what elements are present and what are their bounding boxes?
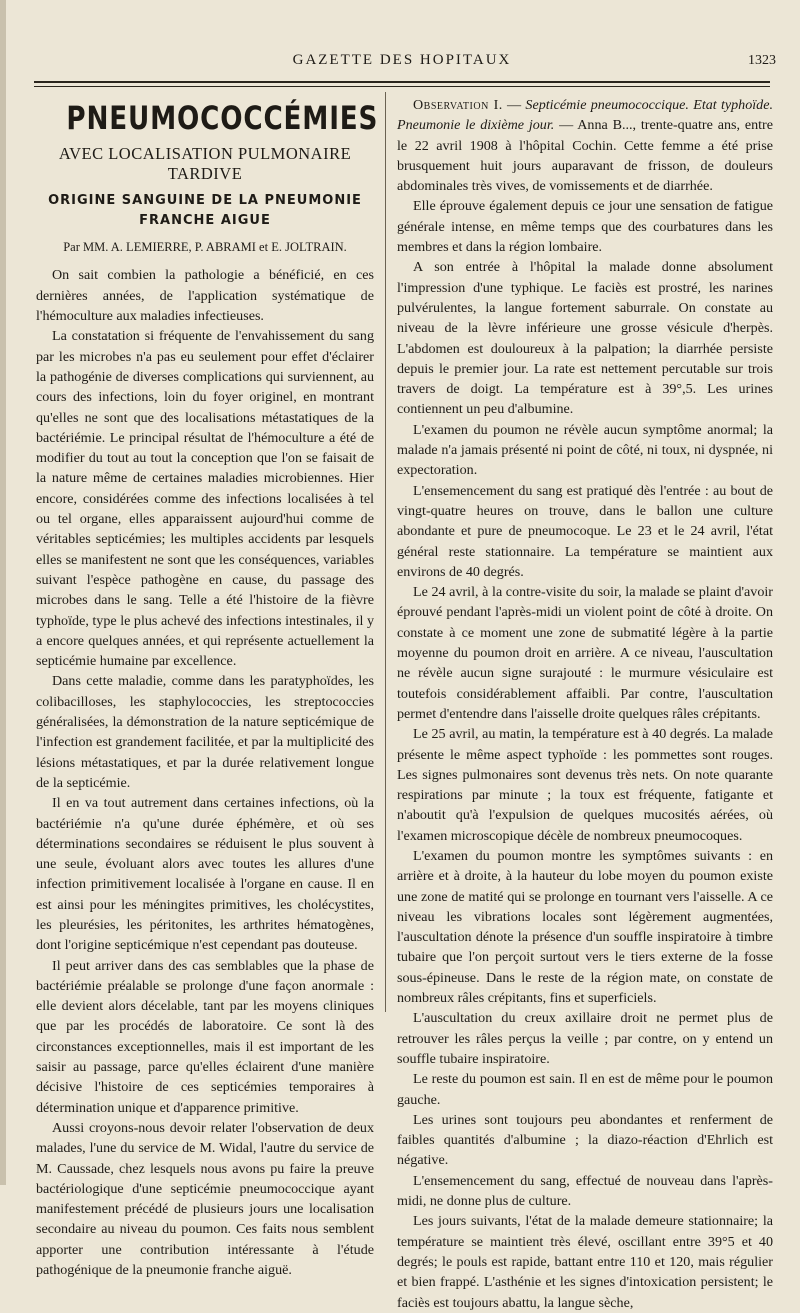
observation-intro xyxy=(397,95,773,196)
column-divider xyxy=(385,92,386,1012)
header-rule-thick xyxy=(34,81,770,83)
observation-paragraph: A son entrée à l'hôpital la malade donne absolument l'impression d'une typhique. Le faciès est prostré, les narines pulvérulentes, la langue fortement saburrale. On constate au niveau de la lèvre inférieure une grosse vésicule d'herpès. L'abdomen est douloureux à la palpation; la diarrhée persiste depuis le premier jour. La rate est nettement percutable sur trois travers de doigt. La température est à 39°,5. Les urines contiennent un peu d'albumine. xyxy=(397,259,773,418)
page-number: 1323 xyxy=(748,53,776,68)
article-title: PNEUMOCOCCÉMIES xyxy=(66,99,379,137)
article-paragraph: Dans cette maladie, comme dans les paratyphoïdes, les colibacilloses, les staphylococcies, les streptococcies généralisées, la démonstration de la nature septicémique de l'infection est grandement facilitée, et par la multiplicité des lésions métastatiques, et par la durée relativement longue de la septicémie. xyxy=(36,673,374,791)
article-paragraph: On sait combien la pathologie a bénéficié, en ces dernières années, de l'application systématique de l'hémoculture aux maladies infectieuses. xyxy=(36,267,374,325)
observation-intro-text: — Anna B..., trente-quatre ans, entre le 22 avril 1908 à l'hôpital Cochin. Cette femme a été prise brusquement huit jours auparavant de frisson, de douleurs abdominales très vives, de vomissements et de diarrhée. xyxy=(397,117,773,195)
observation-paragraph: L'ensemencement du sang est pratiqué dès l'entrée : au bout de vingt-quatre heures on trouve, dans le ballon une culture abondante et pure de pneumocoque. Le 23 et le 24 avril, l'état général reste stationnaire. La température se maintient aux environs de 40 degrés. xyxy=(397,482,773,580)
article-subtitle: AVEC LOCALISATION PULMONAIRE TARDIVE xyxy=(58,144,352,184)
observation-paragraph: L'auscultation du creux axillaire droit ne permet plus de retrouver les râles perçus la veille ; par contre, on y entend un souffle tubaire inspiratoire. xyxy=(397,1010,773,1067)
right-column xyxy=(397,95,773,1313)
article-subheading: ORIGINE SANGUINE DE LA PNEUMONIE FRANCHE AIGUE xyxy=(48,192,362,228)
observation-subject: Septicémie pneumococcique. Etat typhoïde. Pneumonie le dixième jour. xyxy=(397,97,774,134)
article-authors: Par MM. A. LEMIERRE, P. ABRAMI et E. JOLTRAIN. xyxy=(63,240,347,255)
observation-label: Observation I. xyxy=(413,97,503,113)
observation-paragraph: Les jours suivants, l'état de la malade demeure stationnaire; la température se maintient très élevé, oscillant entre 39°5 et 40 degrés; le pouls est rapide, battant entre 110 et 120, mais régulier et bien frappé. L'asthénie et les signes d'intoxication persistent; le faciès est toujours abattu, la langue sèche, xyxy=(397,1213,773,1311)
page-edge xyxy=(0,0,6,1185)
article-paragraph: Il en va tout autrement dans certaines infections, où la bactériémie n'a qu'une durée éphémère, et où ses déterminations secondaires se réduisent le plus souvent à une seule, évoluant alors avec toutes les allures d'une infection primitivement localisée à l'organe en cause. Il en est ainsi pour les méningites primitives, les cholécystites, les pleurésies, les péritonites, les arthrites hématogènes, dont l'origine septicémique n'est cependant pas douteuse. xyxy=(36,795,374,954)
article-paragraph: La constatation si fréquente de l'envahissement du sang par les microbes n'a pas eu seulement pour effet d'éclairer la pathogénie de diverses complications qui surviennent, au cours des infections, loin du foyer originel, en montrant qu'elles ne sont que des localisations métastatiques de la bactériémie. Le principal résultat de l'hémoculture a été de modifier du tout au tout la conception que l'on se faisait de la nature même de certaines maladies microbiennes. Hier encore, considérées comme des infections localisées à tel ou tel organe, elles apparaissent aujourd'hui comme de véritables septicémies; les multiples accidents par lesquels elles se manifestent ne sont que les conséquences, variables suivant l'espèce pathogène en cause, du passage des microbes dans le sang. Telle a été l'histoire de la fièvre typhoïde, type le plus achevé des infections intestinales, il y a encore quelques années, et qui représente actuellement la septicémie humaine par excellence. xyxy=(36,328,374,670)
observation-paragraph: L'examen du poumon montre les symptômes suivants : en arrière et à droite, à la hauteur du lobe moyen du poumon existe une zone de matité qui se prolonge en tournant vers l'aisselle. A ce niveau les vibrations locales sont légèrement augmentées, l'auscultation dénote la présence d'un souffle inspiratoire à timbre tubaire que l'on perçoit surtout vers le tiers externe de la fosse sous-épineuse. Dans le reste de la région mate, on constate de nombreux râles crépitants, fins et superficiels. xyxy=(397,847,773,1007)
article-paragraph: Aussi croyons-nous devoir relater l'observation de deux malades, l'une du service de M. Widal, l'autre du service de M. Caussade, chez lesquels nous avons pu faire la preuve bactériologique d'une septicémie pneumococcique ayant manifestement précédé de plusieurs jours une localisation secondaire au niveau du poumon. Ces faits nous semblent apporter une contribution intéressante à l'étude pathogénique de la pneumonie franche aiguë. xyxy=(36,1119,374,1279)
running-header xyxy=(22,52,782,76)
journal-title: GAZETTE DES HOPITAUX xyxy=(292,52,512,68)
header-rule-thin xyxy=(34,86,770,87)
observation-paragraph: Le 25 avril, au matin, la température est à 40 degrés. La malade présente le même aspect typhoïde : les pommettes sont rouges. Les signes pulmonaires sont devenus très nets. On note quarante respirations par minute ; la toux est fréquente, fatigante et n'aboutit qu'à l'expulsion de quelques mucosités aérées, où l'examen microscopique décèle de nombreux pneumocoques. xyxy=(397,726,773,844)
left-column xyxy=(36,95,379,1280)
observation-paragraph: Le 24 avril, à la contre-visite du soir, la malade se plaint d'avoir éprouvé pendant l'après-midi un violent point de côté à droite. On constate à ce moment une zone de submatité légère à la partie moyenne du poumon droit en arrière. A ce niveau, l'auscultation ne révèle aucun signe surajouté : le murmure vésiculaire est toutefois considérablement affaibli. Par contre, l'auscultation permet d'entendre dans l'aisselle droite quelques râles crépitants. xyxy=(397,584,773,722)
observation-paragraph: L'examen du poumon ne révèle aucun symptôme anormal; la malade n'a jamais présenté ni point de côté, ni toux, ni dyspnée, ni expectoration. xyxy=(397,421,773,479)
observation-paragraph: Elle éprouve également depuis ce jour une sensation de fatigue générale intense, en même temps que des courbatures dans les membres et dans la région lombaire. xyxy=(397,198,773,256)
observation-paragraph: L'ensemencement du sang, effectué de nouveau dans l'après-midi, ne donne plus de culture. xyxy=(397,1172,773,1210)
observation-paragraph: Le reste du poumon est sain. Il en est de même pour le poumon gauche. xyxy=(397,1071,773,1108)
article-paragraph: Il peut arriver dans des cas semblables que la phase de bactériémie préalable se prolonge d'une façon anormale : elle devient alors décelable, tant par les moyens cliniques que par les procédés de laboratoire. Ce sont là des circonstances exceptionnelles, mais il est important de les saisir au passage, parce qu'elles éclairent d'une manière décisive l'histoire de ces septicémies temporaires à détermination unique et d'apparence primitive. xyxy=(36,957,374,1116)
observation-dash: — xyxy=(502,97,526,113)
observation-paragraph: Les urines sont toujours peu abondantes et renferment de faibles quantités d'albumine ; la diazo-réaction d'Ehrlich est négative. xyxy=(397,1111,773,1169)
